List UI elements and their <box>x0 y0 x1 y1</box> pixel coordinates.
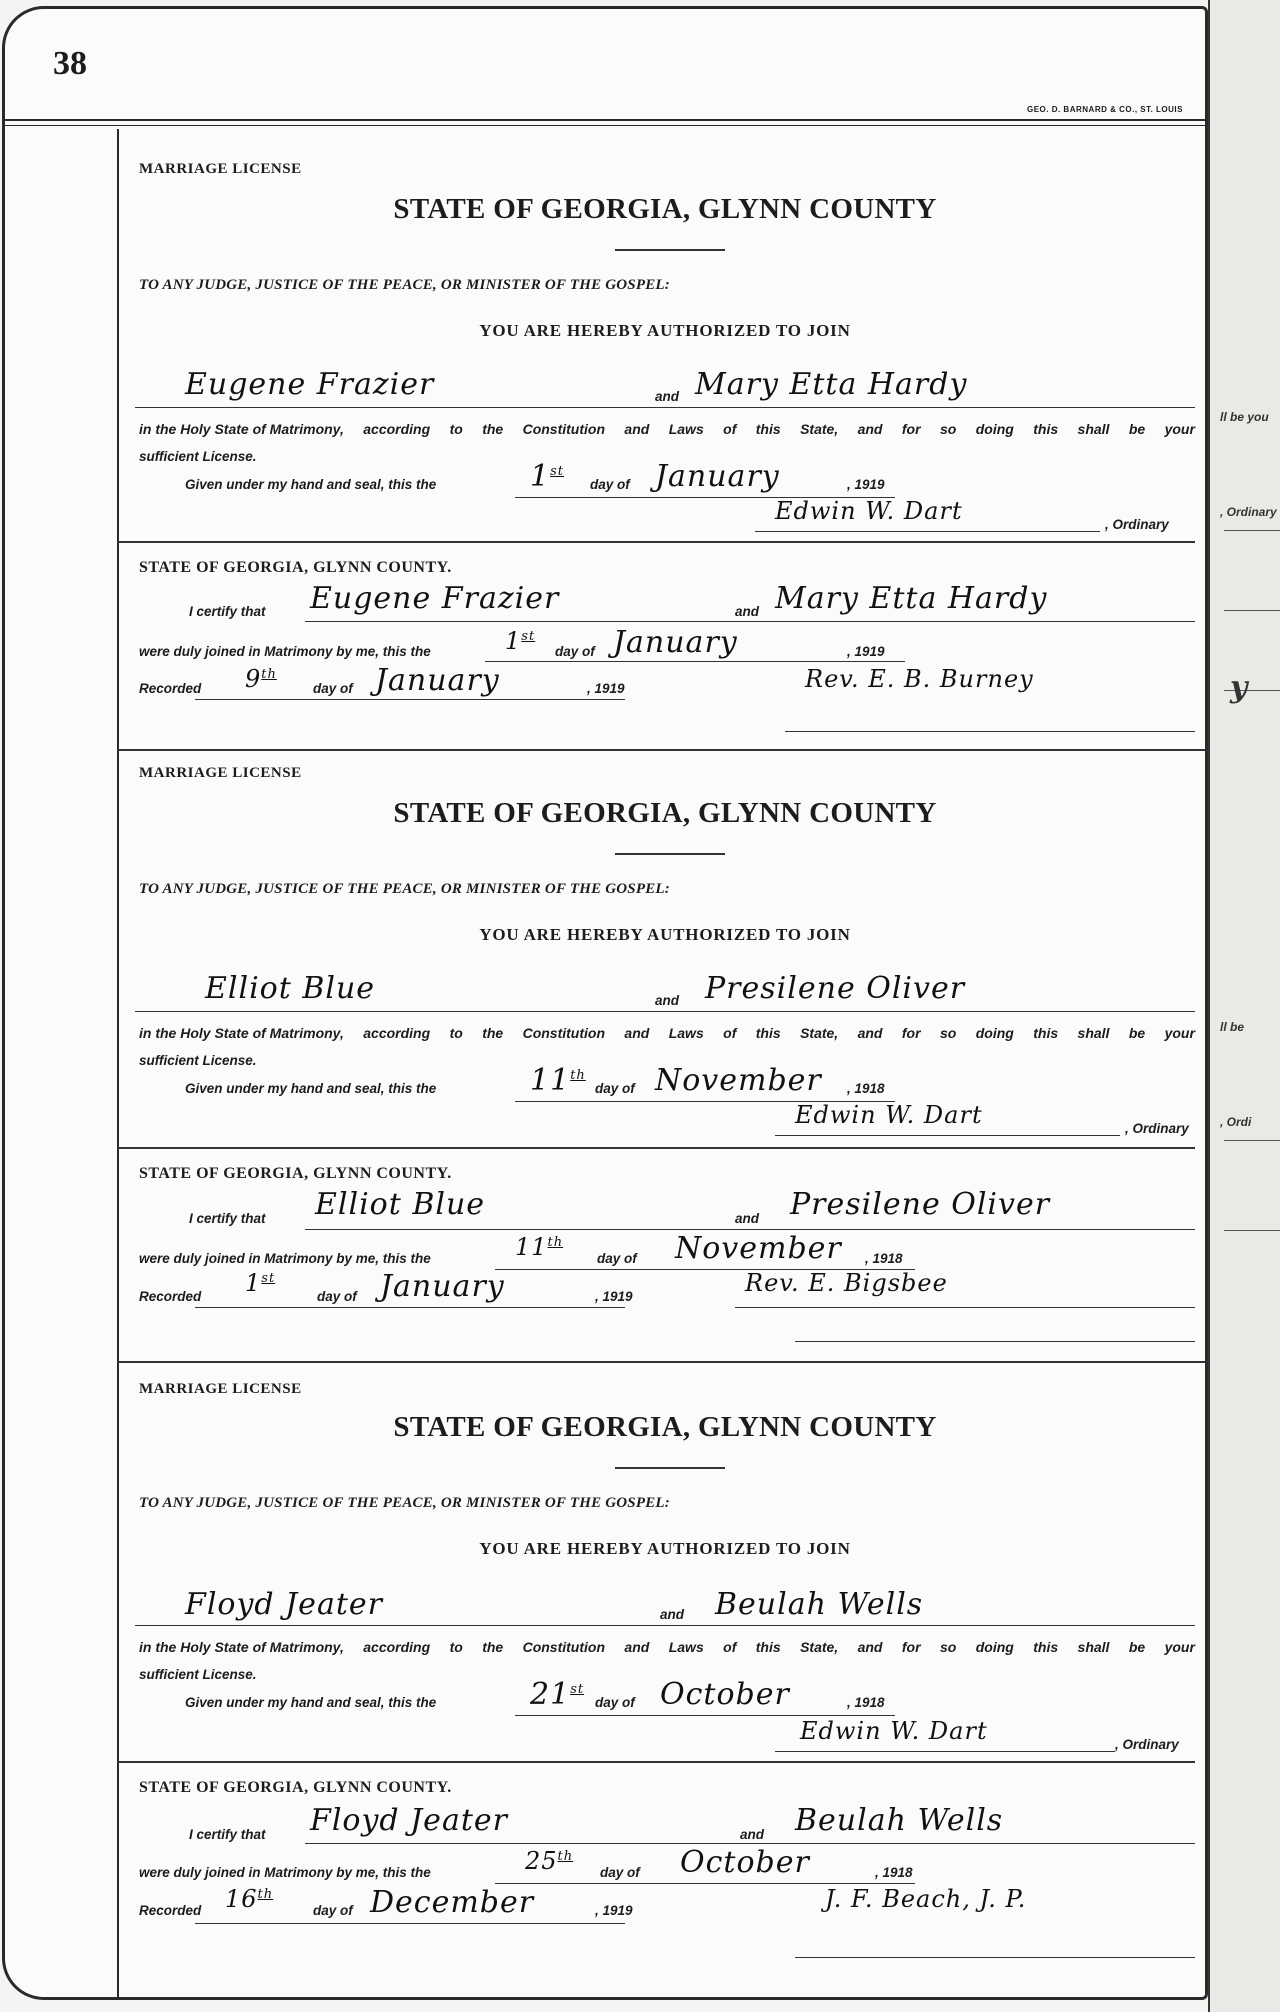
license-day: 11th <box>530 1063 586 1098</box>
joined-day: 25th <box>525 1847 574 1875</box>
certificate-title: STATE OF GEORGIA, GLYNN COUNTY. <box>139 559 452 576</box>
title-rule <box>615 853 725 855</box>
matrimony-text: in the Holy State of Matrimony, according to the Constitution and Laws of this State, and for so doing this shall be your <box>139 1025 1195 1041</box>
marriage-record-3 <box>135 1367 1195 1987</box>
joined-label: were duly joined in Matrimony by me, this the <box>139 644 431 659</box>
title-rule <box>615 249 725 251</box>
title-rule <box>615 1467 725 1469</box>
edge-rule <box>1224 610 1280 611</box>
edge-text: y <box>1230 670 1248 705</box>
addressee-line: TO ANY JUDGE, JUSTICE OF THE PEACE, OR MINISTER OF THE GOSPEL: <box>139 1495 670 1511</box>
certificate-title: STATE OF GEORGIA, GLYNN COUNTY. <box>139 1779 452 1796</box>
recorded-month: January <box>375 663 500 698</box>
recorded-label: Recorded <box>139 681 202 696</box>
authorization-line: YOU ARE HEREBY AUTHORIZED TO JOIN <box>479 321 851 340</box>
recorded-label: Recorded <box>139 1903 202 1918</box>
officiant-signature: J. F. Beach, J. P. <box>825 1885 1027 1913</box>
year-label: , 1919 <box>847 644 885 659</box>
header-rule-secondary <box>5 125 1205 126</box>
bride-name: Presilene Oliver <box>705 971 966 1006</box>
groom-name: Eugene Frazier <box>185 367 435 402</box>
license-month: October <box>660 1677 790 1712</box>
recorded-month: December <box>370 1885 535 1920</box>
license-label: MARRIAGE LICENSE <box>139 1381 302 1397</box>
day-of-label: day of <box>555 644 595 659</box>
state-title: STATE OF GEORGIA, GLYNN COUNTY <box>393 1411 937 1443</box>
certify-label: I certify that <box>189 1211 266 1226</box>
and-label: and <box>660 1607 685 1622</box>
year-label: , 1918 <box>847 1081 885 1096</box>
marriage-record-1 <box>135 149 1195 749</box>
recorded-line <box>195 699 625 700</box>
given-under-label: Given under my hand and seal, this the <box>185 477 437 492</box>
ordinary-label: , Ordinary <box>1125 1121 1189 1136</box>
margin-rule <box>117 129 119 1997</box>
given-under-label: Given under my hand and seal, this the <box>185 1081 437 1096</box>
certify-label: I certify that <box>189 1827 266 1842</box>
recorded-day-of-label: day of <box>313 681 353 696</box>
day-of-label: day of <box>600 1865 640 1880</box>
recorded-day: 1st <box>245 1269 276 1297</box>
ordinary-label: , Ordinary <box>1105 517 1169 532</box>
recorded-label: Recorded <box>139 1289 202 1304</box>
ledger-page <box>2 6 1208 2000</box>
year-label: , 1918 <box>847 1695 885 1710</box>
year-label: , 1918 <box>865 1251 903 1266</box>
certify-label: I certify that <box>189 604 266 619</box>
joined-label: were duly joined in Matrimony by me, this the <box>139 1251 431 1266</box>
entry-divider <box>117 749 1205 751</box>
cert-groom-name: Floyd Jeater <box>310 1803 508 1838</box>
edge-text: , Ordinary <box>1220 505 1277 519</box>
certificate-title: STATE OF GEORGIA, GLYNN COUNTY. <box>139 1165 452 1182</box>
section-rule <box>117 1761 1195 1763</box>
and-label: and <box>655 389 680 404</box>
page-number: 38 <box>53 45 87 82</box>
joined-month: October <box>680 1845 810 1880</box>
year-label: , 1919 <box>595 1289 633 1304</box>
edge-text: ll be you <box>1220 410 1269 424</box>
blank-line <box>795 1341 1195 1342</box>
authorization-line: YOU ARE HEREBY AUTHORIZED TO JOIN <box>479 1539 851 1558</box>
edge-text: ll be <box>1220 1020 1245 1034</box>
cert-names-line <box>305 1229 1195 1230</box>
ordinary-line <box>775 1135 1120 1136</box>
joined-label: were duly joined in Matrimony by me, this the <box>139 1865 431 1880</box>
ordinary-signature: Edwin W. Dart <box>800 1717 988 1745</box>
day-of-label: day of <box>597 1251 637 1266</box>
license-label: MARRIAGE LICENSE <box>139 161 302 177</box>
cert-names-line <box>305 1843 1195 1844</box>
joined-month: January <box>613 625 738 660</box>
year-label: , 1919 <box>847 477 885 492</box>
license-label: MARRIAGE LICENSE <box>139 765 302 781</box>
year-label: , 1918 <box>875 1865 913 1880</box>
joined-day: 11th <box>515 1233 564 1261</box>
and-label: and <box>735 1211 760 1226</box>
recorded-day: 9th <box>245 665 277 693</box>
blank-line <box>795 1957 1195 1958</box>
recorded-line <box>195 1923 625 1924</box>
license-month: January <box>655 459 780 494</box>
and-label: and <box>735 604 760 619</box>
license-day: 1st <box>530 459 564 494</box>
joined-month: November <box>675 1231 842 1266</box>
joined-line <box>485 661 905 662</box>
recorded-day-of-label: day of <box>317 1289 357 1304</box>
day-of-label: day of <box>590 477 630 492</box>
year-label: , 1919 <box>595 1903 633 1918</box>
header-rule <box>5 119 1205 121</box>
names-line <box>135 407 1195 408</box>
sufficient-license: sufficient License. <box>139 1667 257 1682</box>
officiant-signature: Rev. E. B. Burney <box>805 665 1034 693</box>
edge-rule <box>1224 1140 1280 1141</box>
date-line <box>515 1715 895 1716</box>
ordinary-signature: Edwin W. Dart <box>775 497 963 525</box>
officiant-signature: Rev. E. Bigsbee <box>745 1269 948 1297</box>
cert-groom-name: Eugene Frazier <box>310 581 560 616</box>
and-label: and <box>655 993 680 1008</box>
matrimony-text: in the Holy State of Matrimony, according to the Constitution and Laws of this State, and for so doing this shall be your <box>139 421 1195 437</box>
authorization-line: YOU ARE HEREBY AUTHORIZED TO JOIN <box>479 925 851 944</box>
groom-name: Elliot Blue <box>205 971 376 1006</box>
joined-line <box>495 1883 915 1884</box>
and-label: and <box>740 1827 765 1842</box>
cert-bride-name: Mary Etta Hardy <box>775 581 1048 616</box>
state-title: STATE OF GEORGIA, GLYNN COUNTY <box>393 797 937 829</box>
section-rule <box>117 1147 1195 1149</box>
cert-bride-name: Presilene Oliver <box>790 1187 1051 1222</box>
day-of-label: day of <box>595 1695 635 1710</box>
license-day: 21st <box>530 1677 585 1712</box>
sufficient-license: sufficient License. <box>139 449 257 464</box>
adjacent-page-edge <box>1208 0 1280 2012</box>
addressee-line: TO ANY JUDGE, JUSTICE OF THE PEACE, OR MINISTER OF THE GOSPEL: <box>139 881 670 897</box>
recorded-month: January <box>380 1269 505 1304</box>
edge-text: , Ordi <box>1220 1115 1252 1129</box>
names-line <box>135 1625 1195 1626</box>
addressee-line: TO ANY JUDGE, JUSTICE OF THE PEACE, OR MINISTER OF THE GOSPEL: <box>139 277 670 293</box>
day-of-label: day of <box>595 1081 635 1096</box>
bride-name: Beulah Wells <box>715 1587 924 1622</box>
groom-name: Floyd Jeater <box>185 1587 383 1622</box>
edge-rule <box>1224 530 1280 531</box>
state-title: STATE OF GEORGIA, GLYNN COUNTY <box>393 193 937 225</box>
joined-day: 1st <box>505 627 536 655</box>
edge-rule <box>1224 1230 1280 1231</box>
ordinary-line <box>775 1751 1115 1752</box>
sufficient-license: sufficient License. <box>139 1053 257 1068</box>
publisher-imprint: GEO. D. BARNARD & CO., ST. LOUIS <box>1026 105 1183 114</box>
given-under-label: Given under my hand and seal, this the <box>185 1695 437 1710</box>
ordinary-label: , Ordinary <box>1115 1737 1179 1752</box>
blank-line <box>785 731 1195 732</box>
year-label: , 1919 <box>587 681 625 696</box>
cert-groom-name: Elliot Blue <box>315 1187 486 1222</box>
recorded-day-of-label: day of <box>313 1903 353 1918</box>
officiant-line <box>735 1307 1195 1308</box>
recorded-day: 16th <box>225 1885 274 1913</box>
matrimony-text: in the Holy State of Matrimony, according to the Constitution and Laws of this State, and for so doing this shall be your <box>139 1639 1195 1655</box>
ordinary-signature: Edwin W. Dart <box>795 1101 983 1129</box>
ordinary-line <box>755 531 1100 532</box>
section-rule <box>117 541 1195 543</box>
cert-bride-name: Beulah Wells <box>795 1803 1004 1838</box>
cert-names-line <box>305 621 1195 622</box>
recorded-line <box>195 1307 625 1308</box>
bride-name: Mary Etta Hardy <box>695 367 968 402</box>
names-line <box>135 1011 1195 1012</box>
marriage-record-2 <box>135 755 1195 1365</box>
entry-divider <box>117 1361 1205 1363</box>
license-month: November <box>655 1063 822 1098</box>
